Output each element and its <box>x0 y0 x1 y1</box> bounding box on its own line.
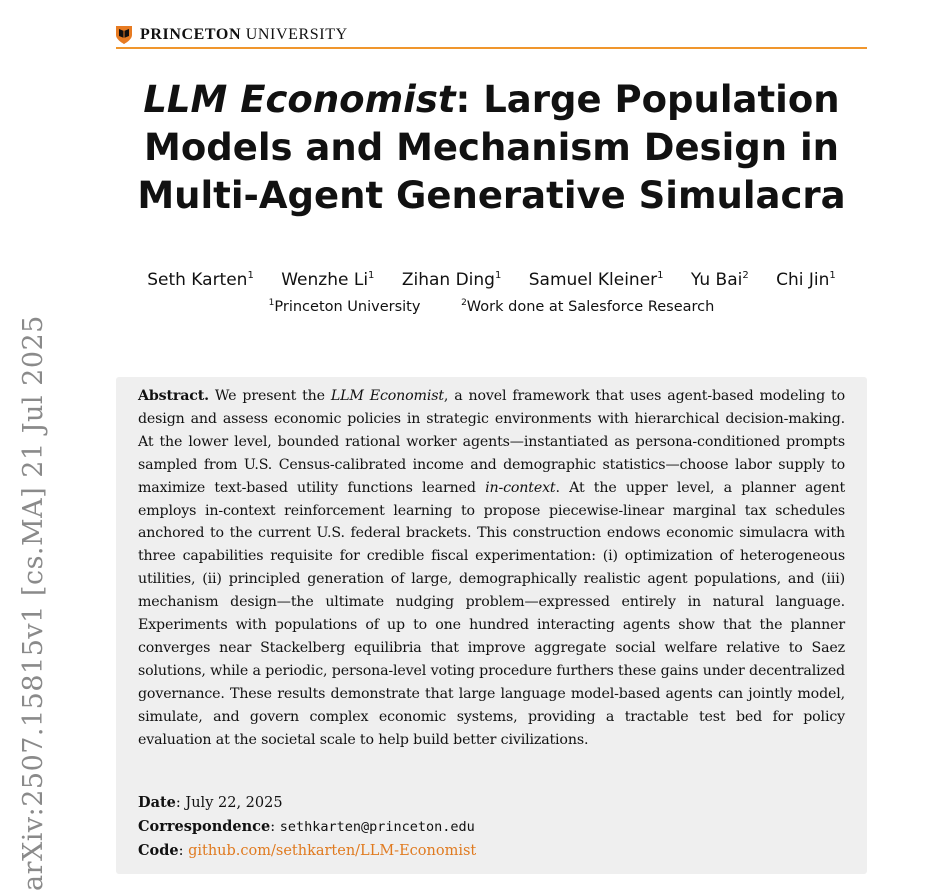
abstract-text: Abstract. We present the LLM Economist, a novel framework that uses agent-based modeling to design and assess economic policies in strategic environments with hierarchical decision-making. At the lower level, bounded rational worker agents—instantiated as persona-conditioned prompts sampled from U.S. Census-calibrated income and demographic statistics—choose labor supply to maximize text-based utility functions learned in-context. At the upper level, a planner agent employs in-context reinforcement learning to propose piecewise-linear marginal tax schedules anchored to the current U.S. federal brackets. This construction endows economic simulacra with three capabilities requisite for credible fiscal experimentation: (i) optimization of heterogeneous utilities, (ii) principled generation of large, demographically realistic agent populations, and (iii) mechanism design—the ultimate nudging problem—expressed entirely in natural language. Experiments with populations of up to one hundred interacting agents show that the planner converges near Stackelberg equilibria that improve aggregate social welfare relative to Saez solutions, while a periodic, persona-level voting procedure furthers these gains under decentralized governance. These results demonstrate that large language model-based agents can jointly model, simulate, and govern complex economic systems, providing a tractable test bed for policy evaluation at the societal scale to help build better civilizations. <box>138 388 845 748</box>
date-value: July 22, 2025 <box>185 795 283 811</box>
author: Seth Karten$^1$ <box>147 270 254 290</box>
author: Wenzhe Li$^1$ <box>281 270 375 290</box>
princeton-shield-icon <box>116 26 132 44</box>
author: Chi Jin$^1$ <box>776 270 836 290</box>
author: Zihan Ding$^1$ <box>401 270 502 290</box>
university-name <box>140 26 348 44</box>
code-link[interactable]: github.com/sethkarten/LLM-Economist <box>188 843 477 859</box>
affiliation: $^1$Princeton University <box>268 298 421 315</box>
affiliation: $^2$Work done at Salesforce Research <box>461 298 715 315</box>
affiliation-list <box>116 298 867 315</box>
header-rule <box>116 47 867 49</box>
author: Yu Bai$^2$ <box>690 270 749 290</box>
abstract-box <box>116 377 867 874</box>
abstract-label: Abstract. <box>138 388 209 404</box>
title-line-2: Models and Mechanism Design in <box>144 126 839 169</box>
date-row: Date: July 22, 2025 <box>138 794 283 811</box>
title-line-1 <box>116 76 867 124</box>
correspondence-row: Correspondence: sethkarten@princeton.edu <box>138 818 475 835</box>
page-header <box>116 20 867 50</box>
university-name-plain: UNIVERSITY <box>245 26 348 43</box>
arxiv-stamp: arXiv:2507.15815v1 [cs.MA] 21 Jul 2025 <box>18 315 49 891</box>
code-row: Code: github.com/sethkarten/LLM-Economist <box>138 842 477 859</box>
title-italic: LLM Economist <box>143 78 456 121</box>
paper-title <box>116 76 867 220</box>
correspondence-email[interactable]: sethkarten@princeton.edu <box>279 819 475 835</box>
author: Samuel Kleiner$^1$ <box>528 270 664 290</box>
title-line-3: Multi-Agent Generative Simulacra <box>137 174 846 217</box>
title-line-1-rest: : Large Population <box>455 78 840 121</box>
author-list <box>116 270 867 290</box>
university-name-bold: PRINCETON <box>140 26 242 43</box>
paper-meta <box>138 791 476 863</box>
